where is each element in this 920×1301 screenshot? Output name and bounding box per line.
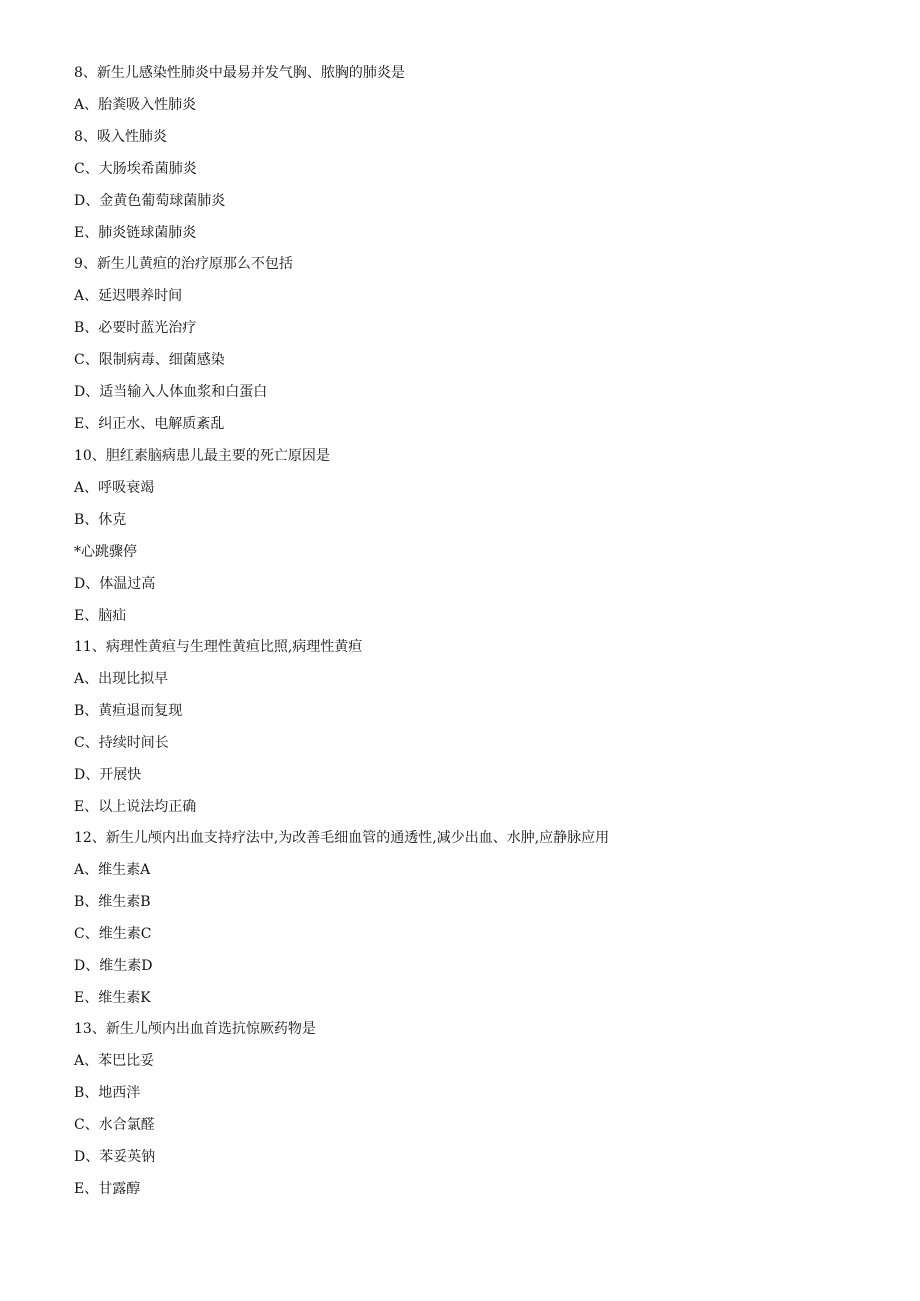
question-stem: 9、新生儿黄疸的治疗原那么不包括 — [74, 256, 293, 272]
question-11 — [74, 638, 874, 816]
question-13 — [74, 1020, 874, 1198]
option-a: A、维生素A — [74, 862, 151, 878]
question-8 — [74, 64, 874, 242]
option-d: D、金黄色葡萄球菌肺炎 — [74, 193, 226, 209]
option-a: A、呼吸衰竭 — [74, 480, 155, 496]
option-e: E、脑疝 — [74, 608, 127, 624]
option-d: D、维生素D — [74, 958, 153, 974]
option-e: E、纠正水、电解质紊乱 — [74, 416, 225, 432]
option-a: A、胎粪吸入性肺炎 — [74, 97, 197, 113]
option-a: A、苯巴比妥 — [74, 1053, 155, 1069]
question-stem: 8、新生儿感染性肺炎中最易并发气胸、脓胸的肺炎是 — [74, 65, 405, 81]
option-b: 8、吸入性肺炎 — [74, 129, 167, 145]
option-c: C、持续时间长 — [74, 735, 169, 751]
option-a: A、延迟喂养时间 — [74, 288, 183, 304]
option-c: C、限制病毒、细菌感染 — [74, 352, 225, 368]
option-b: B、维生素B — [74, 894, 151, 910]
option-d: D、体温过高 — [74, 576, 156, 592]
option-d: D、苯妥英钠 — [74, 1149, 156, 1165]
question-9 — [74, 255, 874, 433]
option-b: B、休克 — [74, 512, 127, 528]
option-c: C、水合氯醛 — [74, 1117, 155, 1133]
option-e: E、肺炎链球菌肺炎 — [74, 225, 197, 241]
option-c: C、大肠埃希菌肺炎 — [74, 161, 197, 177]
question-stem: 12、新生儿颅内出血支持疗法中,为改善毛细血管的通透性,减少出血、水肿,应静脉应用 — [74, 830, 610, 846]
option-c: *心跳骤停 — [74, 544, 137, 560]
option-d: D、适当输入人体血浆和白蛋白 — [74, 384, 268, 400]
option-d: D、开展快 — [74, 767, 142, 783]
question-stem: 10、胆红素脑病患儿最主要的死亡原因是 — [74, 448, 330, 464]
option-a: A、出现比拟早 — [74, 671, 169, 687]
option-e: E、维生素K — [74, 990, 151, 1006]
question-stem: 13、新生儿颅内出血首选抗惊厥药物是 — [74, 1021, 316, 1037]
option-c: C、维生素C — [74, 926, 152, 942]
option-e: E、以上说法均正确 — [74, 799, 197, 815]
question-stem: 11、病理性黄疸与生理性黄疸比照,病理性黄疸 — [74, 639, 363, 655]
question-12 — [74, 829, 874, 1007]
option-b: B、黄疸退而复现 — [74, 703, 183, 719]
option-b: B、必要时蓝光治疗 — [74, 320, 197, 336]
question-10 — [74, 447, 874, 625]
option-e: E、甘露醇 — [74, 1181, 141, 1197]
option-b: B、地西泮 — [74, 1085, 141, 1101]
